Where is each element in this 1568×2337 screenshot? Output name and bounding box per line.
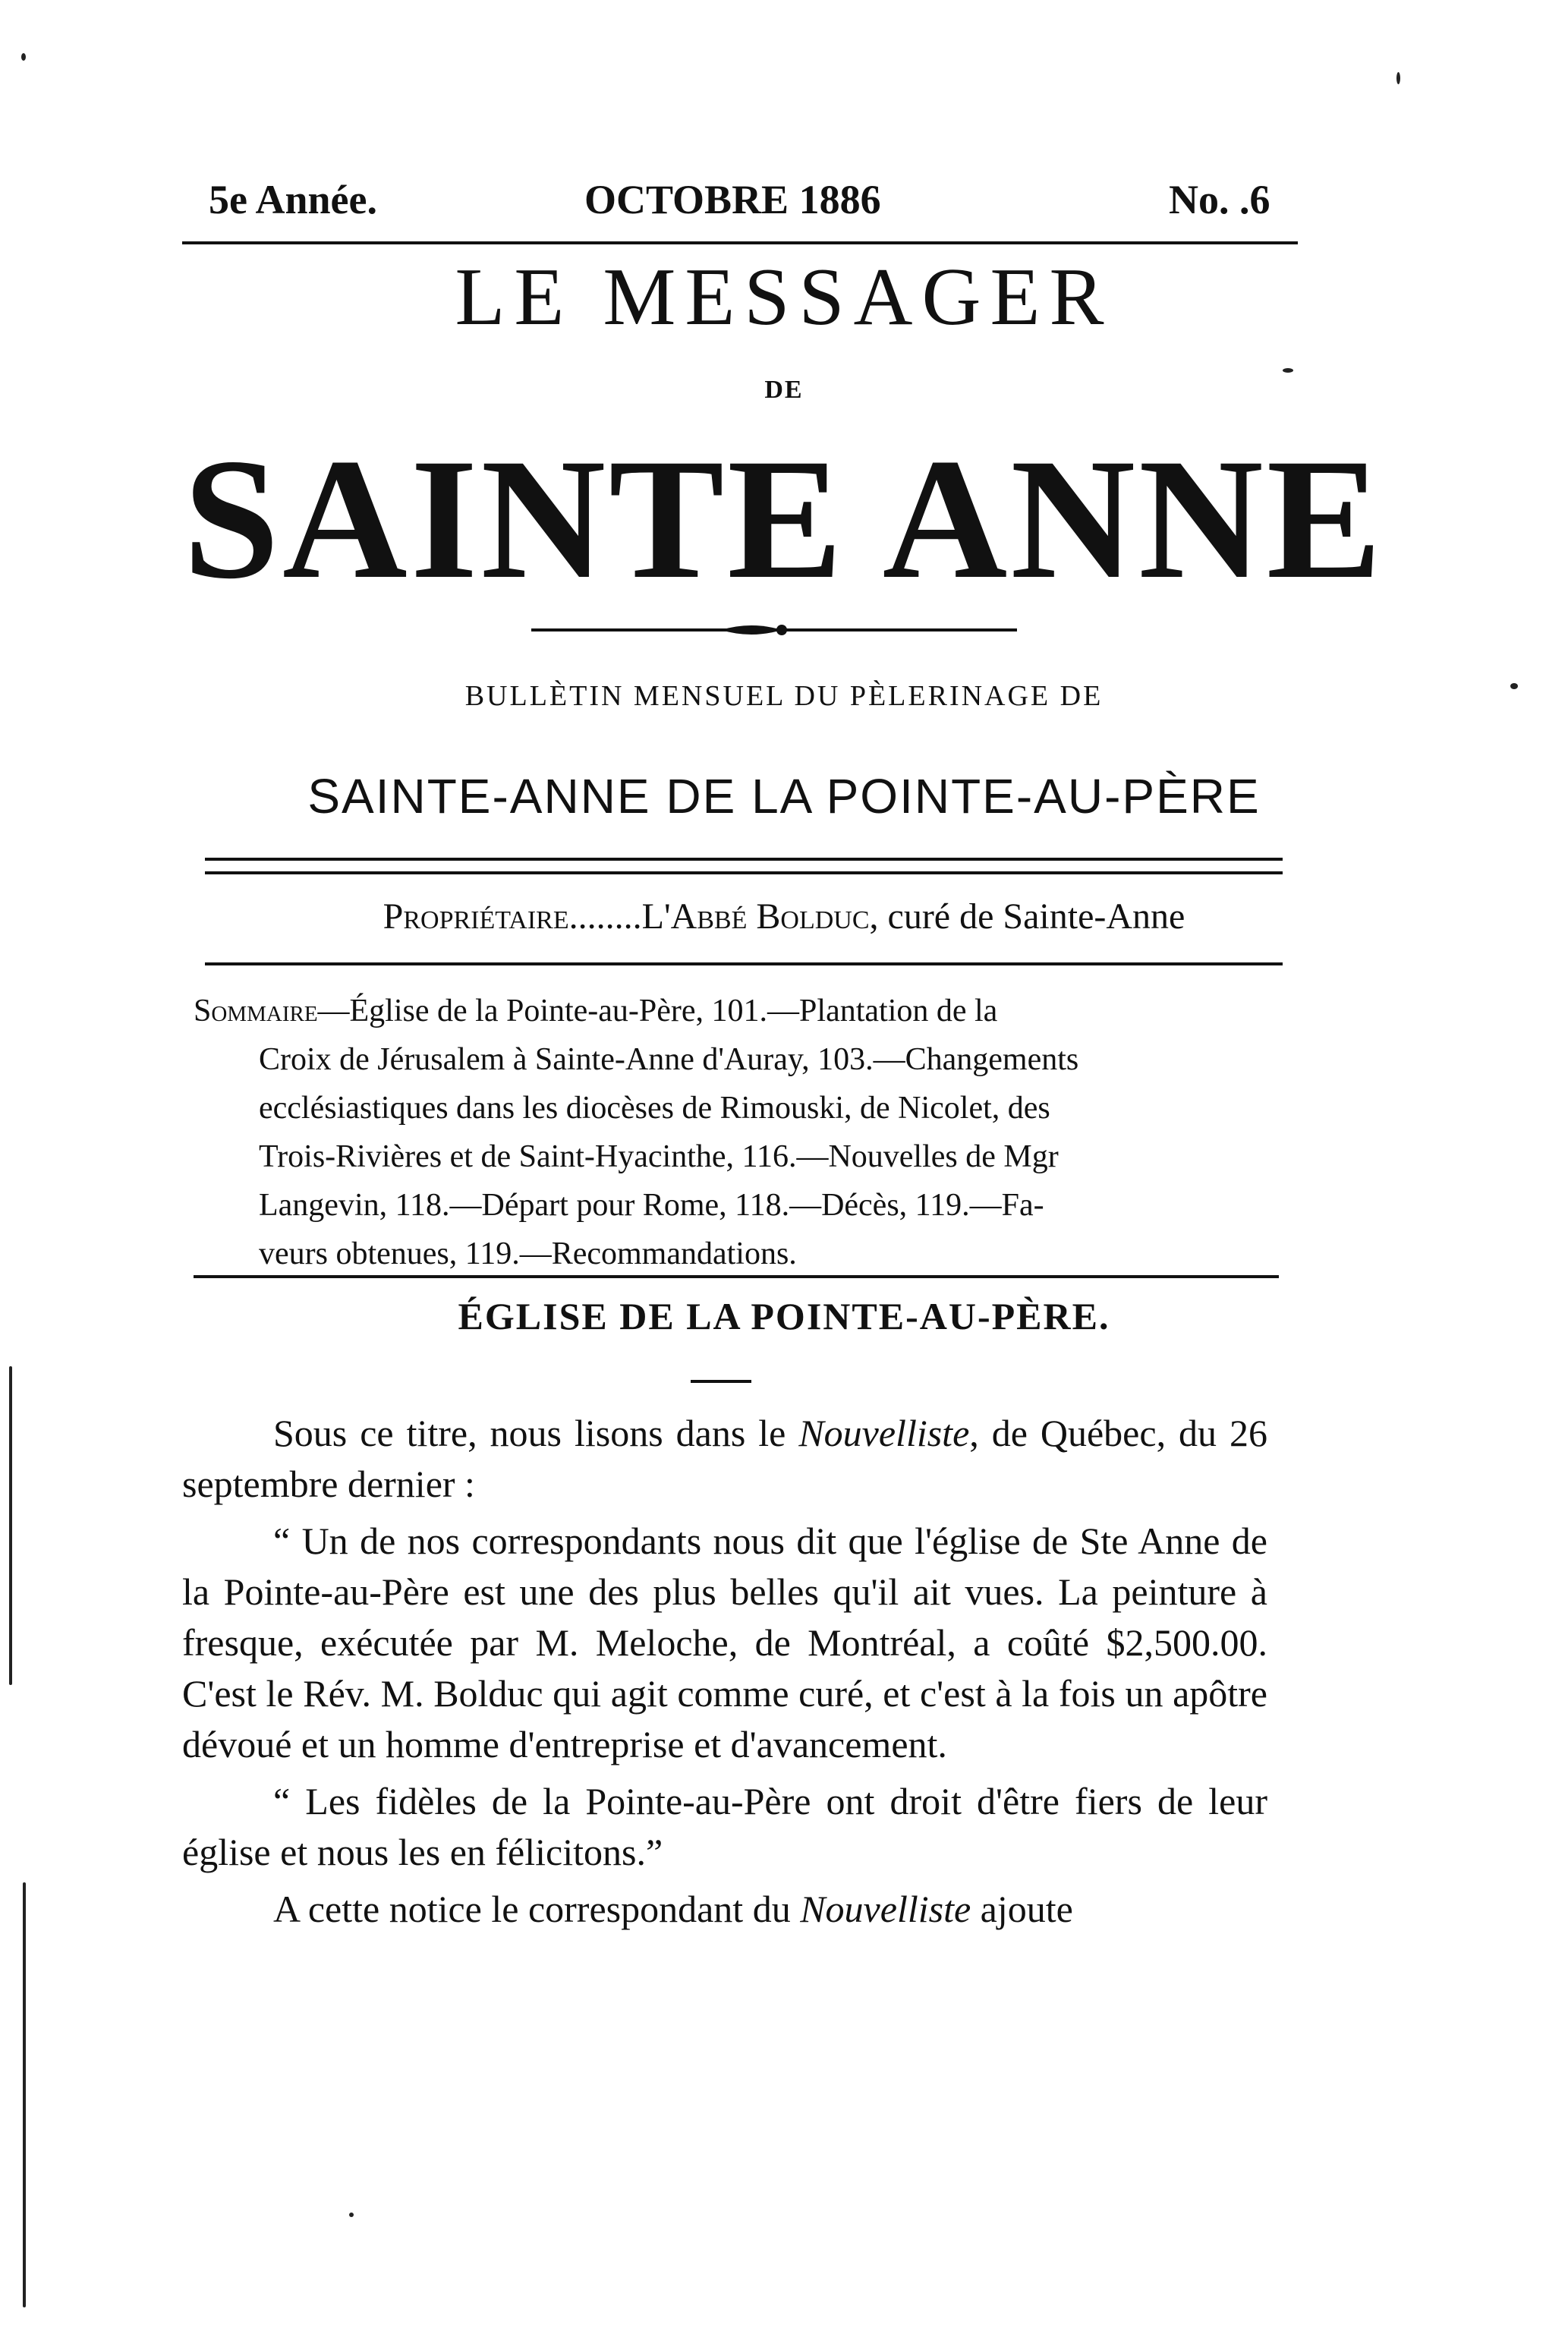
double-rule-bottom [205, 871, 1283, 874]
summary-line: Langevin, 118.—Départ pour Rome, 118.—Décès, 119.—Fa- [259, 1188, 1044, 1223]
volume-year: 5e Année. [209, 177, 377, 222]
publication-name: Nouvelliste [800, 1888, 971, 1930]
scan-speck [349, 2213, 354, 2217]
summary-block [194, 987, 1264, 1278]
scan-speck [1510, 683, 1518, 689]
proprietor-line [0, 896, 1568, 937]
header-rule [182, 241, 1298, 244]
proprietor-rule [205, 962, 1283, 965]
issue-date: OCTOBRE 1886 [584, 177, 881, 222]
summary-rule [194, 1275, 1279, 1278]
proprietor-name: L'Abbé Bolduc [641, 896, 870, 937]
paragraph: “ Les fidèles de la Pointe-au-Père ont droit d'être fiers de leur église et nous les en félicitons.” [182, 1780, 1267, 1873]
ornament-rule-icon [531, 621, 1017, 639]
parish-name: SAINTE-ANNE DE LA POINTE-AU-PÈRE [307, 769, 1261, 824]
summary-lead: Sommaire [194, 994, 318, 1028]
summary-line: Trois-Rivières et de Saint-Hyacinthe, 116.—Nouvelles de Mgr [259, 1139, 1059, 1174]
issue-number: No. .6 [1169, 177, 1270, 222]
scan-speck [21, 53, 26, 61]
proprietor-role: , curé de Sainte-Anne [869, 896, 1185, 937]
summary-line: Sommaire—Église de la Pointe-au-Père, 101.—Plantation de la [194, 994, 998, 1028]
masthead-de: DE [764, 376, 804, 404]
masthead-name: SAINTE ANNE [183, 424, 1385, 615]
article-body [182, 1408, 1267, 1941]
article-title: ÉGLISE DE LA POINTE-AU-PÈRE. [458, 1295, 1110, 1337]
bulletin-subtitle: BULLÈTIN MENSUEL DU PÈLERINAGE DE [464, 680, 1104, 712]
double-rule-top [205, 858, 1283, 861]
title-dash [691, 1380, 751, 1383]
publication-name: Nouvelliste [798, 1412, 970, 1454]
summary-line: Croix de Jérusalem à Sainte-Anne d'Auray, 103.—Changements [259, 1042, 1079, 1077]
scan-speck [1283, 368, 1293, 373]
scan-speck [1396, 72, 1400, 84]
summary-line: ecclésiastiques dans les diocèses de Rimouski, de Nicolet, des [259, 1091, 1050, 1126]
paragraph: Sous ce titre, nous lisons dans le Nouvelliste, de Québec, du 26 septembre dernier : [182, 1412, 1267, 1505]
paragraph: A cette notice le correspondant du Nouvelliste ajoute [273, 1888, 1073, 1930]
masthead-title: LE MESSAGER [455, 252, 1113, 342]
proprietor-label: Propriétaire........ [383, 896, 642, 937]
scan-speck [23, 1882, 26, 2307]
summary-line: veurs obtenues, 119.—Recommandations. [259, 1236, 797, 1271]
paragraph: “ Un de nos correspondants nous dit que l'église de Ste Anne de la Pointe-au-Père est une des plus belles qu'il ait vues. La peinture à fresque, exécutée par M. Meloche, de Montréal, a coûté $2,500.00. C'est le Rév. M. Bolduc qui agit comme curé, et c'est à la fois un apôtre dévoué et un homme d'entreprise et d'avancement. [182, 1520, 1267, 1765]
scan-speck [9, 1366, 12, 1685]
